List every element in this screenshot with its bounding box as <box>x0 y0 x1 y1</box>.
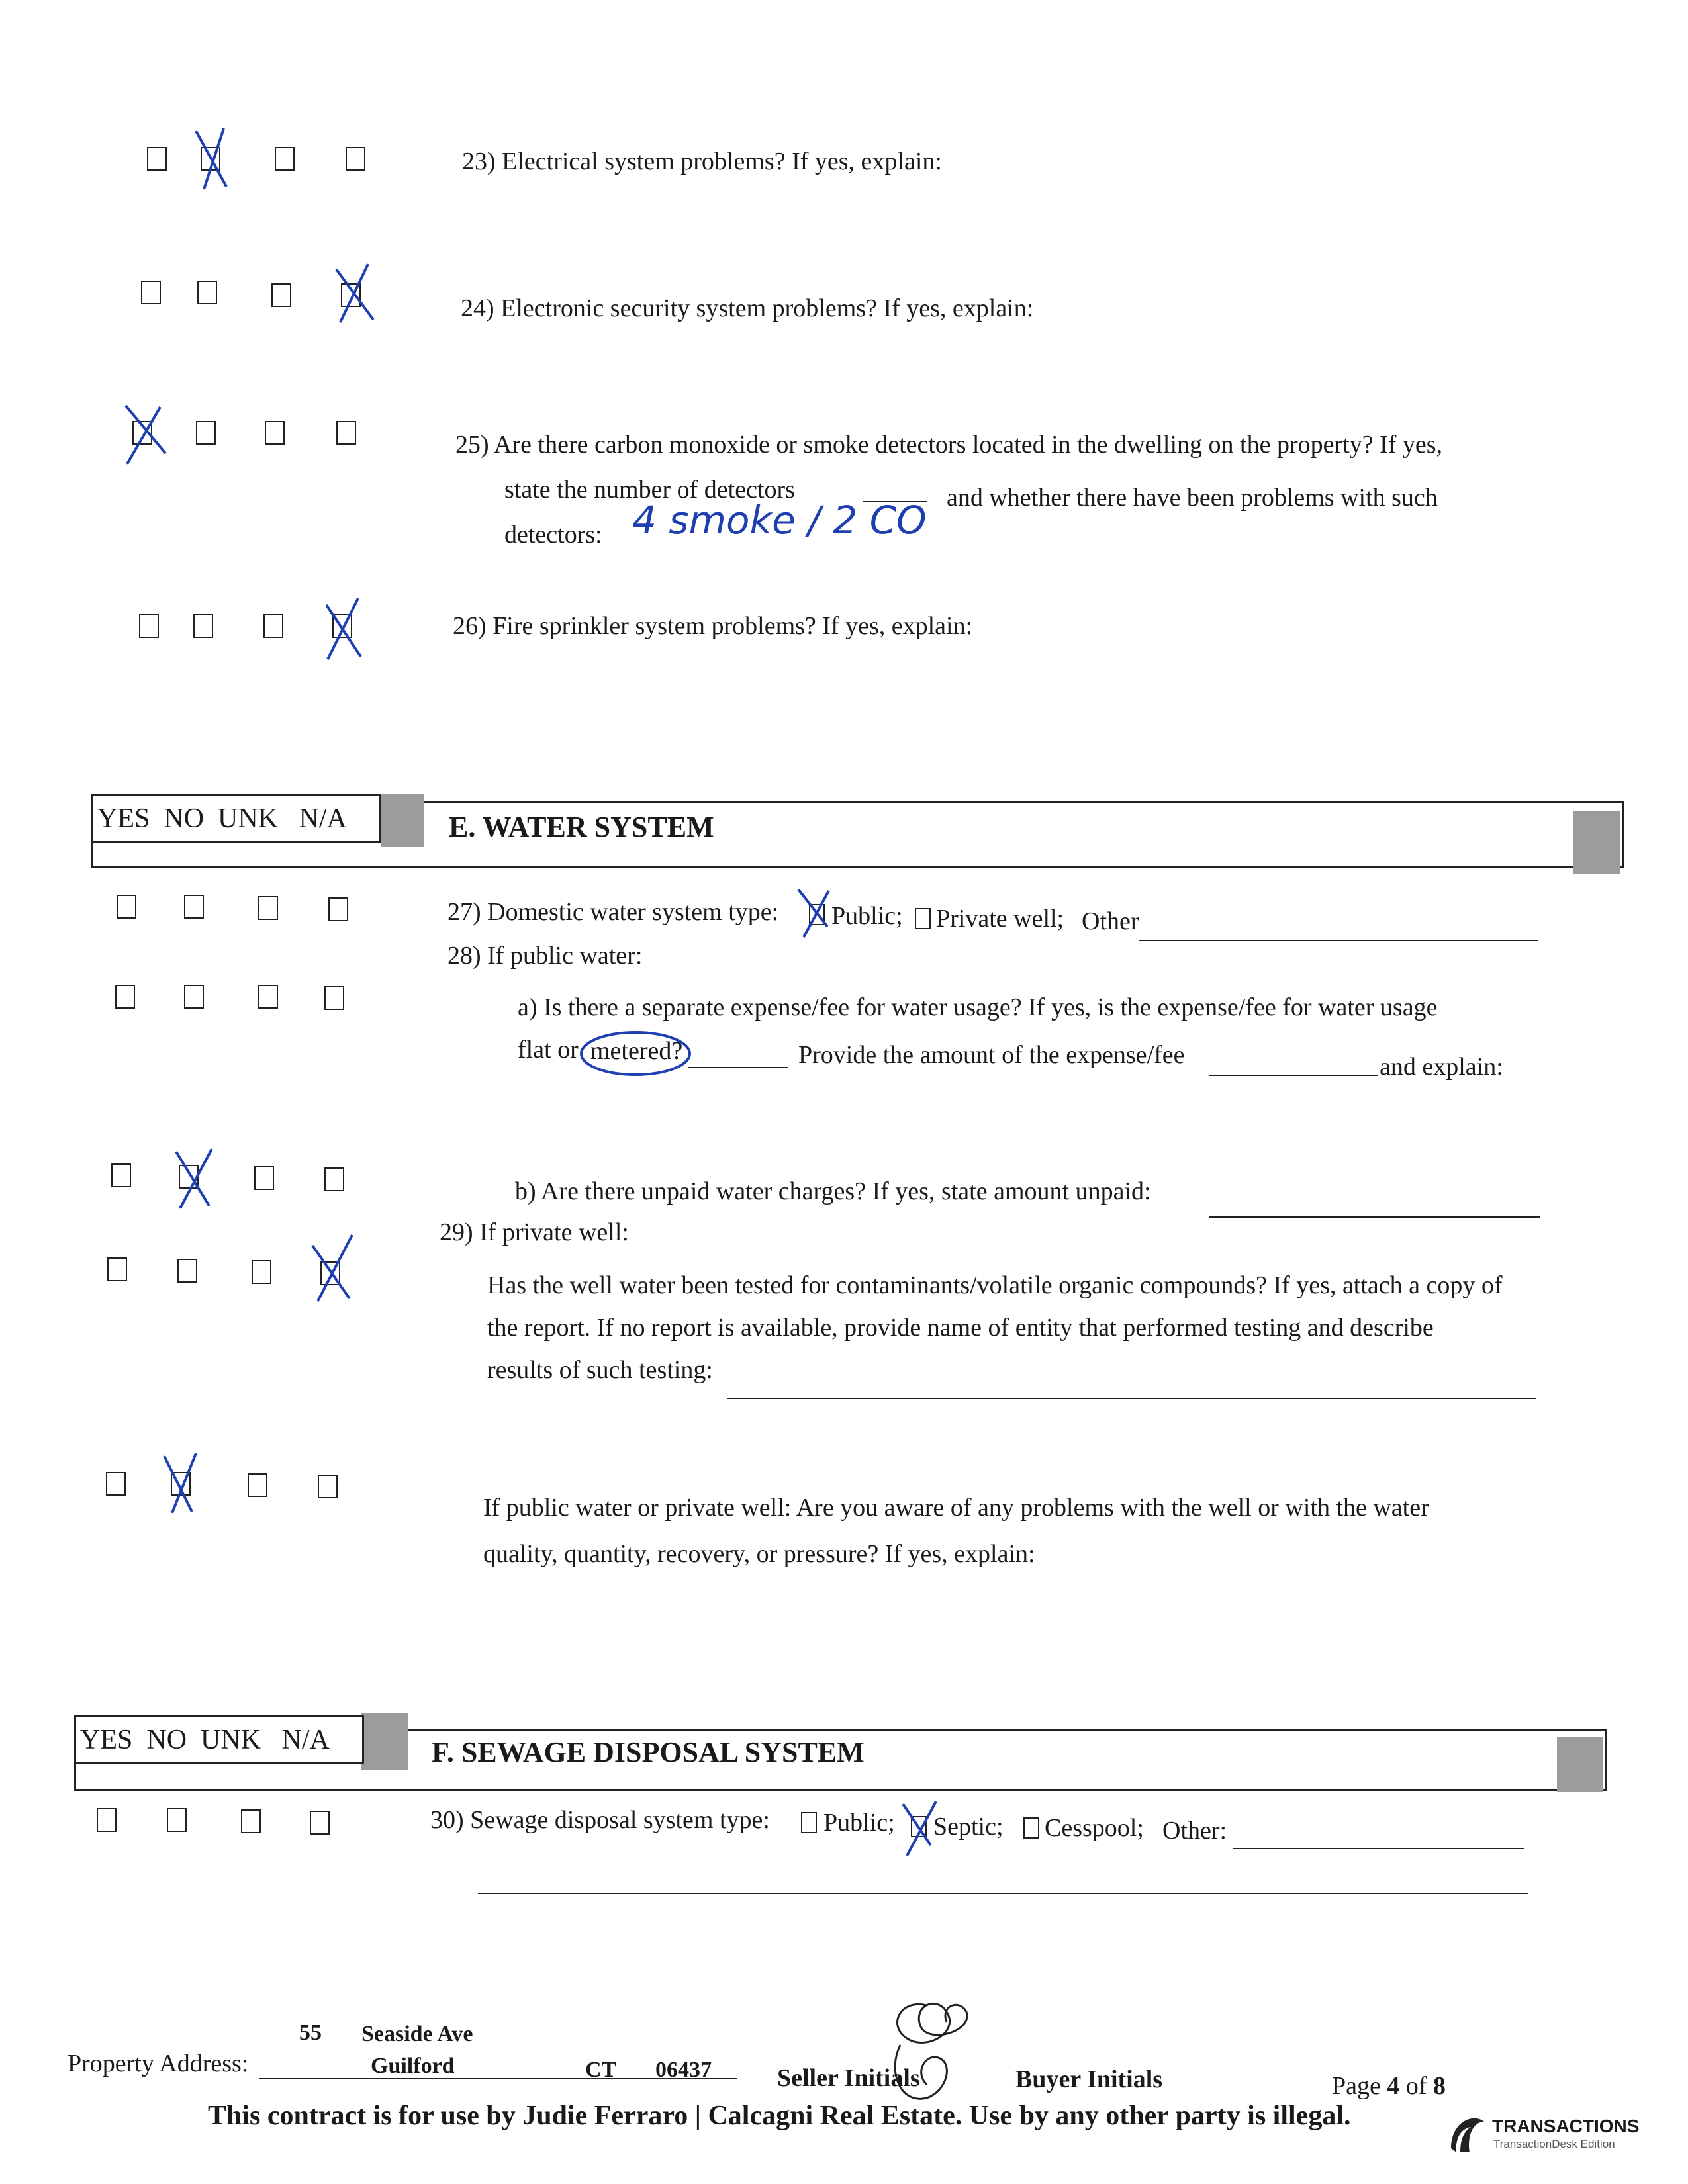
q28a-na-checkbox[interactable] <box>324 986 344 1010</box>
q30-na-checkbox[interactable] <box>310 1811 330 1835</box>
q28b-amount-field[interactable] <box>1209 1216 1540 1218</box>
q27-private: Private well; <box>936 905 1064 933</box>
q23-unk-checkbox[interactable] <box>275 147 295 171</box>
footer-buyer-initials-label: Buyer Initials <box>1015 2066 1163 2093</box>
footer-street: Seaside Ave <box>361 2022 473 2046</box>
transactions-logo-icon <box>1447 2109 1487 2155</box>
q30-cesspool-checkbox[interactable] <box>1023 1817 1039 1839</box>
wellq-unk-checkbox[interactable] <box>248 1473 267 1497</box>
q25-line2a: state the number of detectors <box>504 476 795 504</box>
q24-text: 24) Electronic security system problems? If yes, explain: <box>461 295 1034 322</box>
q27-other: Other <box>1082 907 1139 935</box>
q28b-text: b) Are there unpaid water charges? If yes, state amount unpaid: <box>515 1177 1151 1205</box>
q30-label: 30) Sewage disposal system type: <box>430 1806 770 1834</box>
q29-line2: the report. If no report is available, provide name of entity that performed testing and describe <box>487 1314 1434 1342</box>
footer-page-number <box>1332 2071 1446 2102</box>
footer-town: Guilford <box>371 2054 455 2078</box>
q25-line1: 25) Are there carbon monoxide or smoke detectors located in the dwelling on the property? If yes, <box>455 431 1443 459</box>
q29-unk-checkbox[interactable] <box>252 1260 271 1284</box>
q27-no-checkbox[interactable] <box>184 895 204 919</box>
q30-public-checkbox[interactable] <box>801 1812 817 1833</box>
q28b-no-x-mark-icon <box>171 1145 217 1211</box>
q23-no-x-mark-icon <box>192 126 232 192</box>
q23-text: 23) Electrical system problems? If yes, explain: <box>462 148 942 175</box>
footer-seller-initials-label: Seller Initials <box>777 2064 920 2092</box>
footer-property-label: Property Address: <box>68 2050 249 2077</box>
q28a-amount-field[interactable] <box>1209 1075 1378 1076</box>
q28a-provide: Provide the amount of the expense/fee <box>798 1041 1185 1069</box>
q30-yes-checkbox[interactable] <box>97 1808 117 1832</box>
q30-other: Other: <box>1162 1817 1227 1844</box>
q23-yes-checkbox[interactable] <box>147 147 167 171</box>
footer-state: CT <box>585 2058 617 2082</box>
col-na: N/A <box>281 1725 330 1755</box>
q25-na-checkbox[interactable] <box>336 421 356 445</box>
q28a-line1: a) Is there a separate expense/fee for water usage? If yes, is the expense/fee for water usage <box>518 993 1438 1021</box>
q26-yes-checkbox[interactable] <box>139 614 159 638</box>
q30-septic: Septic; <box>933 1813 1004 1841</box>
q27-label: 27) Domestic water system type: <box>447 898 779 926</box>
col-unk: UNK <box>201 1725 261 1755</box>
q29-na-x-mark-icon <box>306 1232 359 1305</box>
q24-unk-checkbox[interactable] <box>271 283 291 307</box>
q24-na-x-mark-icon <box>331 261 377 324</box>
q24-yes-checkbox[interactable] <box>141 281 161 304</box>
section-e-title: E. WATER SYSTEM <box>449 811 714 843</box>
q27-na-checkbox[interactable] <box>328 897 348 921</box>
wellq-line1: If public water or private well: Are you aware of any problems with the well or with the water <box>483 1494 1429 1522</box>
q28b-yes-checkbox[interactable] <box>111 1163 131 1187</box>
q23-na-checkbox[interactable] <box>346 147 365 171</box>
section-f-title: F. SEWAGE DISPOSAL SYSTEM <box>432 1736 865 1768</box>
section-f-column-headers <box>74 1715 364 1764</box>
col-yes: YES <box>97 803 150 834</box>
col-no: NO <box>146 1725 187 1755</box>
q29-line1: Has the well water been tested for contaminants/volatile organic compounds? If yes, attach a copy of <box>487 1271 1503 1299</box>
wellq-no-x-mark-icon <box>159 1449 205 1516</box>
page-num: 4 <box>1387 2072 1400 2100</box>
q30-no-checkbox[interactable] <box>167 1808 187 1832</box>
q29-results-field[interactable] <box>727 1398 1536 1399</box>
q28a-unk-checkbox[interactable] <box>258 985 278 1009</box>
col-unk: UNK <box>218 803 279 834</box>
wellq-line2: quality, quantity, recovery, or pressure? If yes, explain: <box>483 1540 1035 1568</box>
q29-label: 29) If private well: <box>440 1218 629 1246</box>
q27-unk-checkbox[interactable] <box>258 896 278 920</box>
page-prefix: Page <box>1332 2072 1381 2100</box>
q25-no-checkbox[interactable] <box>196 421 216 445</box>
q26-no-checkbox[interactable] <box>193 614 213 638</box>
q28-label: 28) If public water: <box>447 942 643 970</box>
q24-no-checkbox[interactable] <box>197 281 217 304</box>
q27-yes-checkbox[interactable] <box>117 895 136 919</box>
q28a-metered-circle-icon <box>577 1024 696 1084</box>
q25-yes-x-mark-icon <box>119 400 172 467</box>
seller-initials-signature-icon <box>874 1985 1006 2118</box>
q25-handwritten-answer: 4 smoke / 2 CO <box>632 498 927 543</box>
q25-unk-checkbox[interactable] <box>265 421 285 445</box>
q27-private-checkbox[interactable] <box>915 908 931 929</box>
col-no: NO <box>164 803 205 834</box>
col-na: N/A <box>299 803 347 834</box>
q27-other-field[interactable] <box>1139 940 1538 941</box>
q28a-flat-metered-field[interactable] <box>688 1067 788 1068</box>
page-total: 8 <box>1433 2072 1446 2100</box>
q29-no-checkbox[interactable] <box>177 1259 197 1283</box>
q25-line3: detectors: <box>504 521 602 549</box>
footer-zip: 06437 <box>655 2058 712 2082</box>
col-yes: YES <box>80 1725 133 1755</box>
q26-text: 26) Fire sprinkler system problems? If yes, explain: <box>453 612 973 640</box>
q28b-na-checkbox[interactable] <box>324 1167 344 1191</box>
footer-street-number: 55 <box>299 2021 322 2045</box>
q28a-no-checkbox[interactable] <box>184 985 204 1009</box>
q30-cesspool: Cesspool; <box>1045 1814 1144 1842</box>
q27-public-x-mark-icon <box>794 887 834 940</box>
wellq-na-checkbox[interactable] <box>318 1475 338 1498</box>
q29-yes-checkbox[interactable] <box>107 1257 127 1281</box>
q26-unk-checkbox[interactable] <box>263 614 283 638</box>
q27-public: Public; <box>831 902 903 930</box>
q28a-metered: metered? <box>590 1037 683 1065</box>
q30-public: Public; <box>823 1809 895 1837</box>
page-of: of <box>1405 2072 1427 2100</box>
q30-other-field-2[interactable] <box>478 1893 1528 1894</box>
footer-contract-notice: This contract is for use by Judie Ferraro | Calcagni Real Estate. Use by any other party is illegal. <box>208 2101 1351 2131</box>
q28a-explain: and explain: <box>1380 1053 1503 1081</box>
wellq-yes-checkbox[interactable] <box>106 1472 126 1496</box>
q28a-yes-checkbox[interactable] <box>115 985 135 1009</box>
q25-line2b: and whether there have been problems with such <box>947 484 1438 512</box>
q26-na-x-mark-icon <box>321 596 367 662</box>
q30-other-field[interactable] <box>1233 1848 1524 1849</box>
q29-line3: results of such testing: <box>487 1356 713 1384</box>
transactions-logo-subtext: TransactionDesk Edition <box>1493 2138 1615 2150</box>
transactions-logo-text: TRANSACTIONS <box>1492 2116 1640 2136</box>
q28a-flat: flat or <box>518 1036 579 1064</box>
q28b-unk-checkbox[interactable] <box>254 1166 274 1190</box>
section-e-column-headers <box>91 794 381 843</box>
q30-unk-checkbox[interactable] <box>241 1809 261 1833</box>
